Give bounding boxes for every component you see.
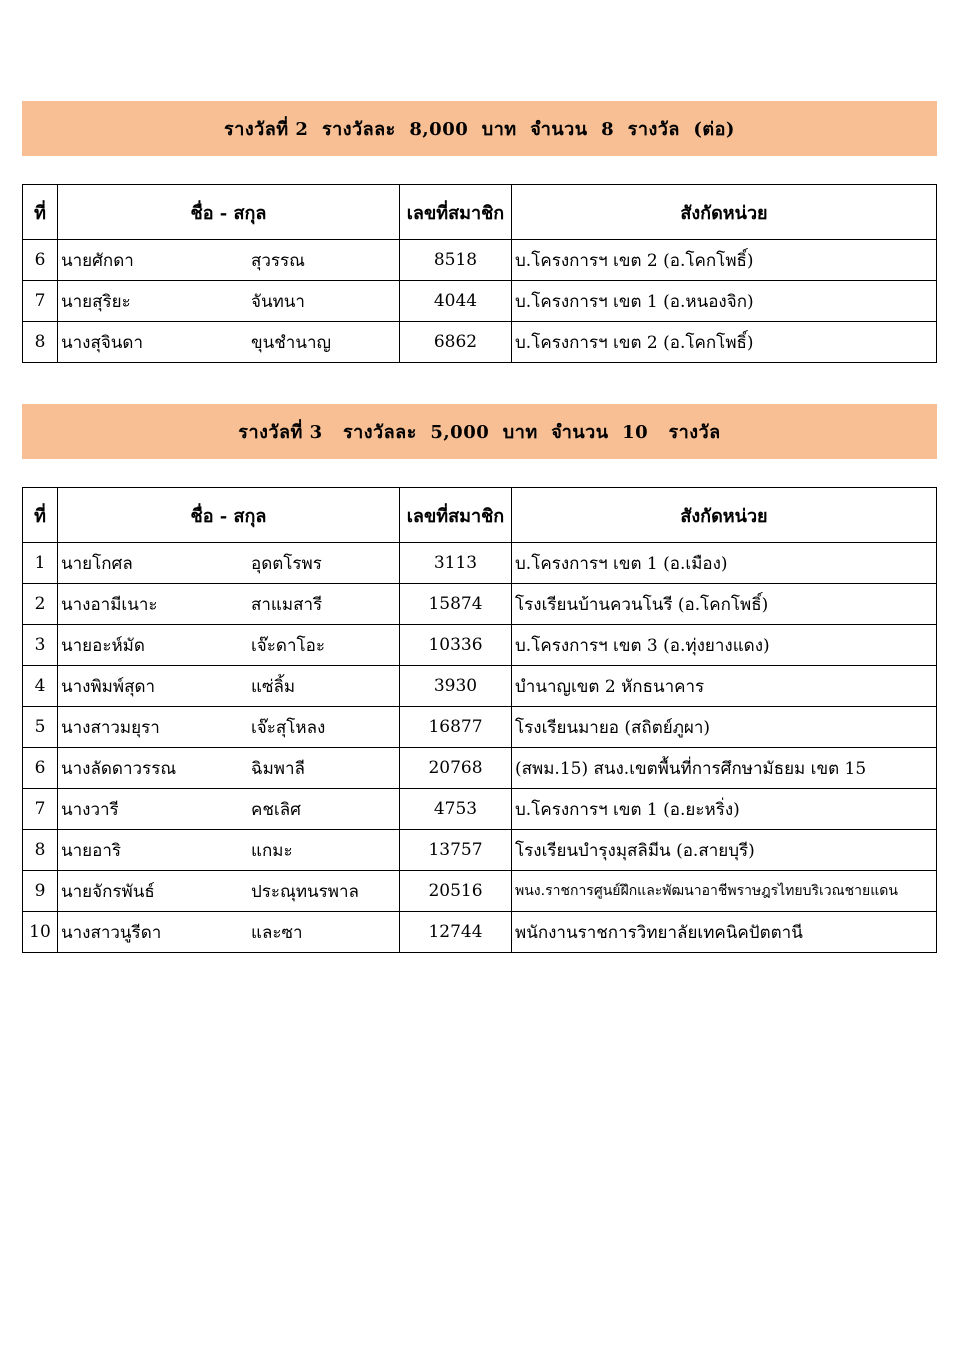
last-name: แกมะ (251, 840, 293, 861)
row-member-id: 4753 (400, 789, 512, 830)
table-row (23, 543, 937, 584)
first-name: นางลัดดาวรรณ (61, 758, 177, 779)
header-member-id: เลขที่สมาชิก (400, 488, 512, 543)
row-no: 7 (23, 789, 58, 830)
row-member-id: 10336 (400, 625, 512, 666)
last-name: แซ่ลิ้ม (251, 676, 296, 697)
table-row (23, 789, 937, 830)
first-name: นางสุจินดา (61, 332, 144, 353)
header-member-id: เลขที่สมาชิก (400, 185, 512, 240)
first-name: นางอามีเนาะ (61, 594, 158, 615)
row-member-id: 13757 (400, 830, 512, 871)
row-name (58, 912, 400, 953)
row-no: 7 (23, 281, 58, 322)
header-unit: สังกัดหน่วย (512, 488, 937, 543)
last-name: คชเลิศ (251, 799, 301, 820)
row-name (58, 281, 400, 322)
first-name: นางวารี (61, 799, 119, 820)
row-no: 9 (23, 871, 58, 912)
row-member-id: 3930 (400, 666, 512, 707)
table-row (23, 322, 937, 363)
row-no: 3 (23, 625, 58, 666)
row-no: 2 (23, 584, 58, 625)
row-member-id: 15874 (400, 584, 512, 625)
row-name (58, 830, 400, 871)
table-row (23, 666, 937, 707)
row-unit: โรงเรียนมายอ (สถิตย์ภูผา) (512, 707, 937, 748)
award-3-banner (22, 404, 937, 459)
row-member-id: 4044 (400, 281, 512, 322)
last-name: อุดตโรพร (251, 553, 322, 574)
row-member-id: 12744 (400, 912, 512, 953)
first-name: นางพิมพ์สุดา (61, 676, 156, 697)
row-unit: บ.โครงการฯ เขต 2 (อ.โคกโพธิ์) (512, 240, 937, 281)
first-name: นายจักรพันธ์ (61, 881, 155, 902)
table-row (23, 625, 937, 666)
table-row (23, 584, 937, 625)
table-row (23, 912, 937, 953)
row-no: 8 (23, 830, 58, 871)
table-row (23, 240, 937, 281)
row-unit: โรงเรียนบ้านควนโนรี (อ.โคกโพธิ์) (512, 584, 937, 625)
first-name: นายอะห์มัด (61, 635, 145, 656)
first-name: นางสาวนูรีดา (61, 922, 162, 943)
row-member-id: 20768 (400, 748, 512, 789)
award-2-banner (22, 101, 937, 156)
row-member-id: 6862 (400, 322, 512, 363)
last-name: สาแมสารี (251, 594, 323, 615)
row-no: 6 (23, 240, 58, 281)
table-row (23, 707, 937, 748)
row-name (58, 789, 400, 830)
row-unit: (สพม.15) สนง.เขตพื้นที่การศึกษามัธยม เขต 15 (512, 748, 937, 789)
row-unit: บำนาญเขต 2 หักธนาคาร (512, 666, 937, 707)
award-2-table (22, 184, 937, 363)
header-name: ชื่อ - สกุล (58, 185, 400, 240)
last-name: เจ๊ะดาโอะ (251, 635, 325, 656)
last-name: ขุนชำนาญ (251, 332, 331, 353)
award-2-title: รางวัลที่ 2 รางวัลละ 8,000 บาท จำนวน 8 รางวัล (ต่อ) (224, 119, 735, 140)
row-name (58, 707, 400, 748)
table-row (23, 830, 937, 871)
row-name (58, 240, 400, 281)
row-no: 4 (23, 666, 58, 707)
row-member-id: 8518 (400, 240, 512, 281)
header-no: ที่ (23, 488, 58, 543)
table-row (23, 748, 937, 789)
row-member-id: 20516 (400, 871, 512, 912)
header-name: ชื่อ - สกุล (58, 488, 400, 543)
table-row (23, 281, 937, 322)
row-name (58, 584, 400, 625)
row-unit: บ.โครงการฯ เขต 1 (อ.ยะหริ่ง) (512, 789, 937, 830)
row-name (58, 625, 400, 666)
award-3-table (22, 487, 937, 953)
row-no: 1 (23, 543, 58, 584)
row-no: 8 (23, 322, 58, 363)
table-row (23, 871, 937, 912)
row-unit: พนง.ราชการศูนย์ฝึกและพัฒนาอาชีพราษฎรไทยบริเวณชายแดน (512, 871, 937, 912)
last-name: สุวรรณ (251, 250, 305, 271)
last-name: ฉิมพาลี (251, 758, 305, 779)
row-name (58, 748, 400, 789)
row-no: 5 (23, 707, 58, 748)
row-name (58, 871, 400, 912)
row-member-id: 16877 (400, 707, 512, 748)
first-name: นายศักดา (61, 250, 134, 271)
table-header-row (23, 185, 937, 240)
first-name: นางสาวมยุรา (61, 717, 160, 738)
row-name (58, 666, 400, 707)
row-member-id: 3113 (400, 543, 512, 584)
row-name (58, 322, 400, 363)
first-name: นายโกศล (61, 553, 133, 574)
header-no: ที่ (23, 185, 58, 240)
header-unit: สังกัดหน่วย (512, 185, 937, 240)
table-header-row (23, 488, 937, 543)
last-name: และซา (251, 922, 303, 943)
first-name: นายสุริยะ (61, 291, 131, 312)
row-name (58, 543, 400, 584)
row-unit: โรงเรียนบำรุงมุสลิมีน (อ.สายบุรี) (512, 830, 937, 871)
row-no: 10 (23, 912, 58, 953)
award-3-title: รางวัลที่ 3 รางวัลละ 5,000 บาท จำนวน 10 รางวัล (238, 422, 721, 443)
row-unit: พนักงานราชการวิทยาลัยเทคนิคปัตตานี (512, 912, 937, 953)
row-no: 6 (23, 748, 58, 789)
last-name: เจ๊ะสุโหลง (251, 717, 326, 738)
last-name: จันทนา (251, 291, 305, 312)
row-unit: บ.โครงการฯ เขต 1 (อ.เมือง) (512, 543, 937, 584)
first-name: นายอาริ (61, 840, 122, 861)
row-unit: บ.โครงการฯ เขต 3 (อ.ทุ่งยางแดง) (512, 625, 937, 666)
last-name: ประณุทนรพาล (251, 881, 359, 902)
row-unit: บ.โครงการฯ เขต 2 (อ.โคกโพธิ์) (512, 322, 937, 363)
row-unit: บ.โครงการฯ เขต 1 (อ.หนองจิก) (512, 281, 937, 322)
